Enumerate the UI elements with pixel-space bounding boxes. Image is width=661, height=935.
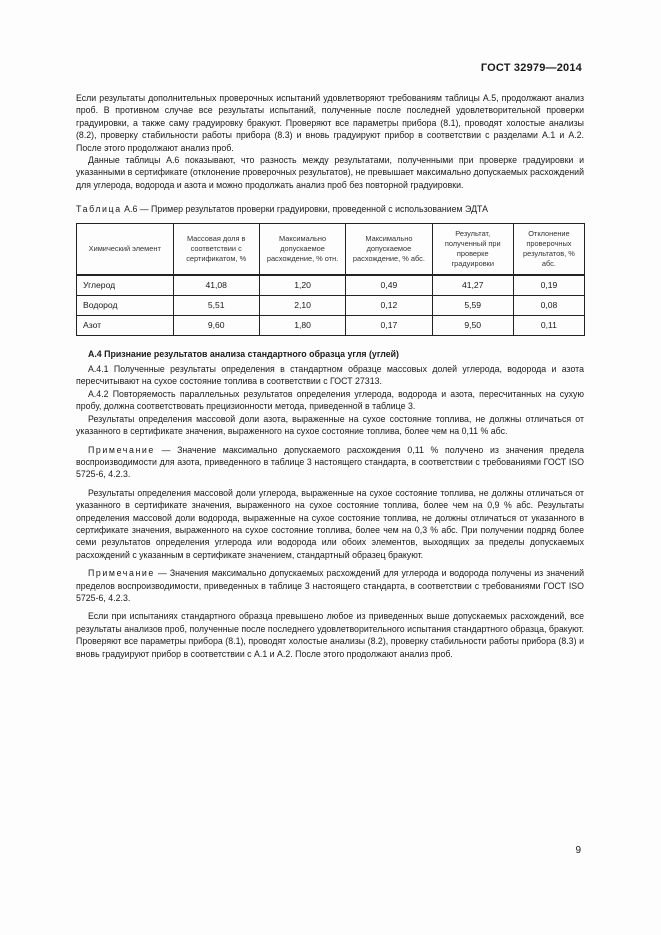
section-paragraph-4: Результаты определения массовой доли углерода, выраженные на сухое состояние топлива, не должны отличаться от указанного в сертификате значения, выраженного на сухое состояние топлива, более чем на 0,9 % абс. Результаты определения массовой доли водорода, выраженные на сухое состояние топлива, не должны отличаться от указанного в сертификате значения, выраженного на сухое состояние топлива, более чем на 0,3 % абс. При получении подряд более семи результатов определения углерода или водорода или обоих элементов, выходящих за пределы допускаемых расхождений с указанным в сертификате значением, стандартный образец бракуют. xyxy=(76,487,584,560)
table-row-carbon xyxy=(77,275,585,296)
note-1 xyxy=(76,444,584,481)
col-header-mass-fraction: Массовая доля в соответствии с сертификатом, % xyxy=(173,223,259,275)
table-cell: 5,59 xyxy=(432,295,513,315)
table-cell: 0,17 xyxy=(346,315,432,335)
section-paragraph-1: А.4.1 Полученные результаты определения в стандартном образце массовых долей углерода, водорода и азота пересчитывают на сухое состояние топлива в соответствии с ГОСТ 27313. xyxy=(76,364,584,387)
table-cell: Водород xyxy=(77,295,174,315)
document-header: ГОСТ 32979—2014 xyxy=(480,62,582,74)
table-cell: Углерод xyxy=(77,275,174,296)
table-row-hydrogen xyxy=(77,295,585,315)
table-cell: 5,51 xyxy=(173,295,259,315)
note-2-label: Примечание xyxy=(88,568,155,579)
table-cell: 41,08 xyxy=(173,275,259,296)
note-1-label: Примечание xyxy=(88,444,155,455)
table-caption-label: Таблица xyxy=(76,204,122,215)
table-cell: 0,11 xyxy=(513,315,584,335)
table-cell: 2,10 xyxy=(259,295,345,315)
table-cell: 1,20 xyxy=(259,275,345,296)
section-heading: А.4 Признание результатов анализа стандартного образца угля (углей) xyxy=(88,348,399,359)
note-1-text: — Значение максимально допускаемого расхождения 0,11 % получено из значения предела воспроизводимости для азота, приведенного в таблице 3 настоящего стандарта, в соответствии с требованиями ГОСТ ISO 5725-6, 4.2.3. xyxy=(76,444,584,480)
table-cell: 0,49 xyxy=(346,275,432,296)
table-cell: 41,27 xyxy=(432,275,513,296)
col-header-deviation: Отклонение проверочных результатов, % абс. xyxy=(513,223,584,275)
section-paragraph-3: Результаты определения массовой доли азота, выраженные на сухое состояние топлива, не должны отличаться от указанного в сертификате значения, выраженного на сухое состояние топлива, более чем на 0,11 % абс. xyxy=(76,413,584,437)
col-header-max-rel: Максимально допускаемое расхождение, % отн. xyxy=(259,223,345,275)
col-header-max-abs: Максимально допускаемое расхождение, % абс. xyxy=(346,223,432,275)
calibration-table xyxy=(76,223,585,336)
table-cell: 0,08 xyxy=(513,295,584,315)
col-header-check-result: Результат, полученный при проверке градуировки xyxy=(432,223,513,275)
page-number: 9 xyxy=(575,845,581,856)
table-row-nitrogen xyxy=(77,315,585,335)
table-caption xyxy=(76,203,584,215)
table-cell: 1,80 xyxy=(259,315,345,335)
intro-paragraph-2: Данные таблицы А.6 показывают, что разность между результатами, полученными при проверке градуировки и указанными в сертификате (отклонение проверочных результатов), не превышает максимально допускаемых расхождений для углерода, водорода и азота и можно продолжать анализ проб без повторной градуировки. xyxy=(76,155,584,190)
table-cell: Азот xyxy=(77,315,174,335)
table-cell: 9,50 xyxy=(432,315,513,335)
section-paragraph-5: Если при испытаниях стандартного образца превышено любое из приведенных выше допускаемых расхождений, все результаты анализов проб, полученные после последнего удовлетворительного испытания стандартного образца, бракуют. Проверяют все параметры прибора (8.1), проводят холостые анализы (8.2), проверку стабильности работы прибора (8.3) и вновь градуируют прибор в соответствии с А.1 и А.2. После этого продолжают анализ проб. xyxy=(76,611,584,659)
intro-paragraph-1: Если результаты дополнительных проверочных испытаний удовлетворяют требованиям таблицы А.5, продолжают анализ проб. В противном случае все результаты испытаний, полученные после последней удовлетворительной проверки градуировки, а также саму градуировку бракуют. Проверяют все параметры прибора (8.1), проводят холостые анализы (8.2), проверку стабильности работы прибора (8.3) и вновь градуируют прибор в соответствии с разделами А.1 и А.2. После этого продолжают анализ проб. xyxy=(76,93,584,153)
note-2-text: — Значения максимально допускаемых расхождений для углерода и водорода получены из значений пределов воспроизводимости, приведенных в таблице 3 настоящего стандарта, в соответствии с требованиями ГОСТ ISO 5725-6, 4.2.3. xyxy=(76,568,584,603)
note-2 xyxy=(76,567,584,604)
table-cell: 0,19 xyxy=(513,275,584,296)
col-header-element: Химический элемент xyxy=(77,223,174,275)
table-cell: 9,60 xyxy=(173,315,259,335)
section-paragraph-2: А.4.2 Повторяемость параллельных результатов определения углерода, водорода и азота, пересчитанных на сухую пробу, должна соответствовать прецизионности метода, приведенной в таблице 3. xyxy=(76,388,584,412)
table-header-row xyxy=(77,223,585,275)
table-caption-text: А.6 — Пример результатов проверки градуировки, проведенной с использованием ЭДТА xyxy=(124,204,488,215)
table-cell: 0,12 xyxy=(346,295,432,315)
page-content xyxy=(76,92,584,660)
